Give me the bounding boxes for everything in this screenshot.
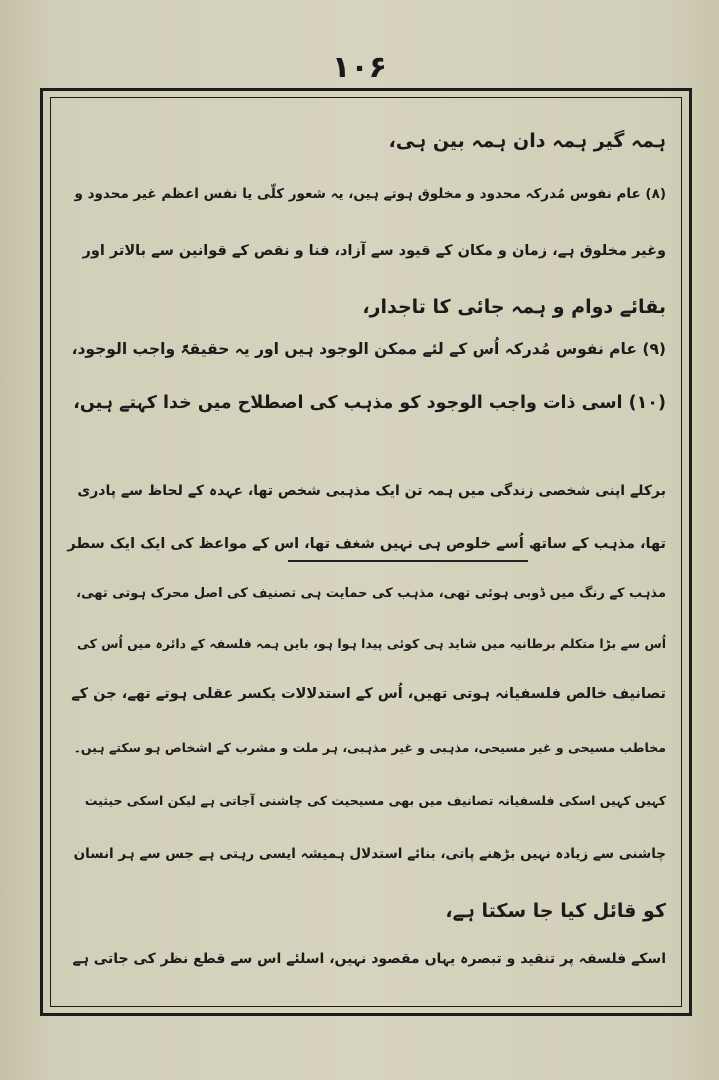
section-divider bbox=[288, 560, 528, 562]
point-9-line: (۹) عام نفوس مُدرکہ اُس کے لئے ممکن الوجود ہیں اور یہ حقیقۃً واجب الوجود، bbox=[71, 340, 666, 358]
paragraph-line: مخاطب مسیحی و غیر مسیحی، مذہبی و غیر مذہبی، ہر ملت و مشرب کے اشخاص ہو سکتے ہیں۔ bbox=[73, 740, 666, 755]
paragraph-line: برکلے اپنی شخصی زندگی میں ہمہ تن ایک مذہبی شخص تھا، عہدہ کے لحاظ سے پادری bbox=[77, 483, 666, 499]
paragraph-line: اُس سے بڑا متکلم برطانیہ میں شاید ہی کوئی پیدا ہوا ہو، بایں ہمہ فلسفہ کے دائرہ میں اُس کی bbox=[76, 636, 666, 651]
text-line: بقائے دوام و ہمہ جائی کا تاجدار، bbox=[362, 296, 666, 318]
paragraph-line: کہیں کہیں اسکی فلسفیانہ تصانیف میں بھی مسیحیت کی چاشنی آجاتی ہے لیکن اسکی حیثیت bbox=[84, 793, 666, 808]
text-line: ہمہ گیر ہمہ دان ہمہ بین ہی، bbox=[388, 130, 666, 152]
paragraph-line: تھا، مذہب کے ساتھ اُسے خلوص ہی نہیں شغف تھا، اس کے مواعظ کی ایک ایک سطر bbox=[67, 536, 666, 552]
page-text bbox=[56, 118, 676, 998]
text-line: وغیر مخلوق ہے، زمان و مکان کے قیود سے آزاد، فنا و نقص کے قوانین سے بالاتر اور bbox=[82, 243, 666, 259]
paragraph-line: چاشنی سے زیادہ نہیں بڑھنے پاتی، بنائے استدلال ہمیشہ ایسی رہتی ہے جس سے ہر انسان bbox=[73, 846, 666, 862]
paragraph-line: تصانیف خالص فلسفیانہ ہوتی تھیں، اُس کے استدلالات یکسر عقلی ہوتے تھے، جن کے bbox=[71, 686, 666, 702]
point-10-line: (۱۰) اسی ذات واجب الوجود کو مذہب کی اصطلاح میں خدا کہتے ہیں، bbox=[73, 393, 666, 413]
paragraph-line: اسکے فلسفہ پر تنقید و تبصرہ یہاں مقصود نہیں، اسلئے اس سے قطع نظر کی جاتی ہے bbox=[72, 951, 666, 967]
paragraph-line: مذہب کے رنگ میں ڈوبی ہوئی تھی، مذہب کی حمایت ہی تصنیف کی اصل محرک ہوتی تھی، bbox=[76, 586, 666, 601]
page-number: ۱۰۶ bbox=[332, 50, 387, 85]
paragraph-line: کو قائل کیا جا سکتا ہے، bbox=[445, 900, 666, 922]
point-8-line: (۸) عام نفوس مُدرکہ محدود و مخلوق ہوتے ہیں، یہ شعور کلّی یا نفس اعظم غیر محدود و bbox=[74, 186, 666, 202]
